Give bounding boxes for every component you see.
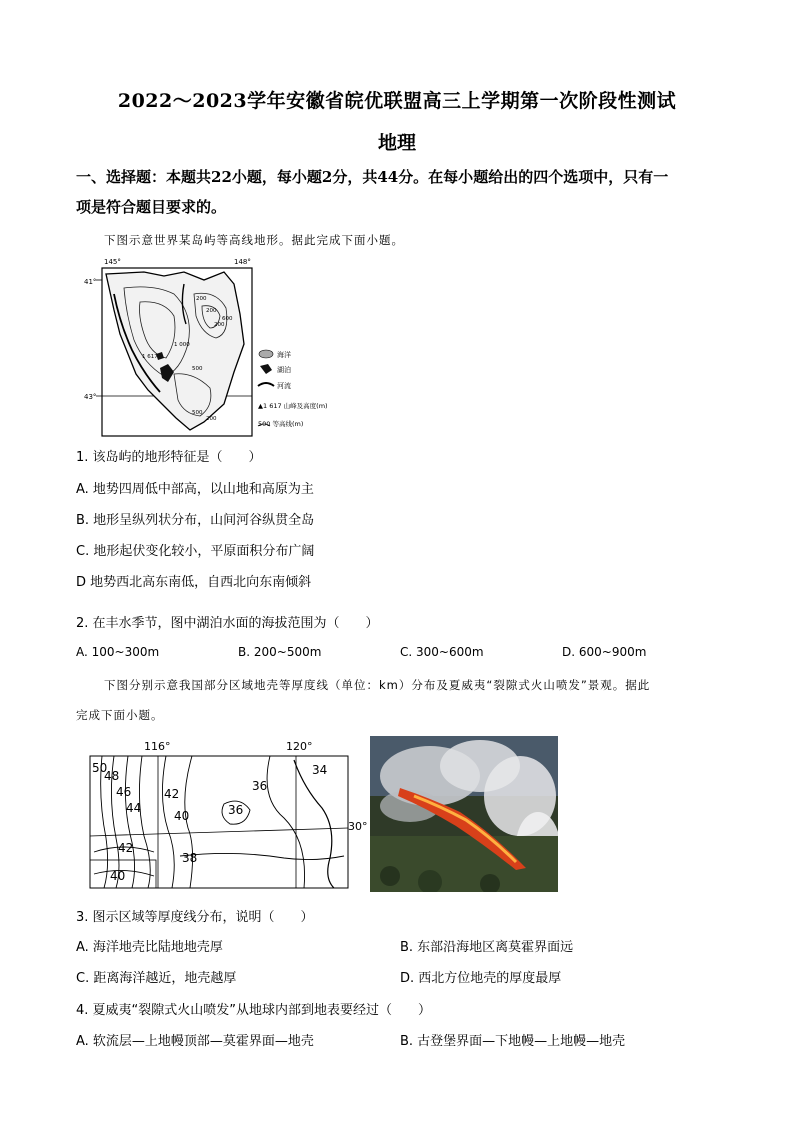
volcano-eruption-photo [370, 736, 558, 892]
subject-title: 地理 [377, 132, 416, 154]
contour-label: 200 [196, 296, 207, 302]
question-2-option-b[interactable]: B. 200~500m [238, 645, 322, 659]
question-4-stem: 4. 夏威夷“裂隙式火山喷发”从地球内部到地表要经过（ ） [76, 1003, 432, 1018]
isoline-label: 38 [182, 851, 198, 865]
isoline-label: 46 [116, 785, 132, 799]
contour-label: 200 [206, 308, 217, 314]
isoline-label: 40 [110, 869, 126, 883]
isoline-label: 44 [126, 801, 142, 815]
legend-item: 河流 [277, 382, 291, 390]
question-2-stem: 2. 在丰水季节，图中湖泊水面的海拔范围为（ ） [76, 616, 379, 631]
isoline-label: 42 [164, 787, 180, 801]
question-2-option-d[interactable]: D. 600~900m [562, 645, 647, 659]
question-1-option-d[interactable]: D 地势西北高东南低，自西北向东南倾斜 [76, 575, 312, 590]
question-2-option-a[interactable]: A. 100~300m [76, 645, 160, 659]
question-3-option-a[interactable]: A. 海洋地壳比陆地地壳厚 [76, 940, 223, 955]
legend-item: ▲1 617 山峰及高度(m) [258, 402, 328, 410]
isoline-label: 48 [104, 769, 120, 783]
isoline-label: 34 [312, 763, 328, 777]
lon-left-label: 145° [104, 258, 121, 266]
question-1-option-b[interactable]: B. 地形呈纵列状分布，山间河谷纵贯全岛 [76, 513, 315, 528]
legend-item: 500 等高线(m) [258, 420, 304, 428]
island-contour-map [84, 254, 354, 440]
section-heading-line2: 项是符合题目要求的。 [76, 198, 227, 216]
lat-bottom-label: 43° [84, 393, 97, 401]
question-4-option-a[interactable]: A. 软流层—上地幔顶部—莫霍界面—地壳 [76, 1034, 314, 1049]
question-4-option-b[interactable]: B. 古登堡界面—下地幔—上地幔—地壳 [400, 1034, 626, 1049]
isoline-label: 50 [92, 761, 108, 775]
question-1-option-a[interactable]: A. 地势四周低中部高，以山地和高原为主 [76, 482, 314, 497]
question-3-option-d[interactable]: D. 西北方位地壳的厚度最厚 [400, 971, 562, 986]
question-1-stem: 1. 该岛屿的地形特征是（ ） [76, 450, 262, 465]
question-3-stem: 3. 图示区域等厚度线分布，说明（ ） [76, 910, 314, 925]
question-1-option-c[interactable]: C. 地形起伏变化较小，平原面积分布广阔 [76, 544, 315, 559]
section-heading-line1: 一、选择题：本题共22小题，每小题2分，共44分。在每小题给出的四个选项中，只有一 [76, 168, 669, 186]
group2-intro-line1: 下图分别示意我国部分区域地壳等厚度线（单位：km）分布及夏威夷“裂隙式火山喷发”景观。据此 [104, 678, 651, 692]
lon1-label: 116° [144, 740, 171, 753]
isoline-label: 36 [228, 803, 244, 817]
lat-top-label: 41° [84, 278, 97, 286]
lat-label: 30° [348, 820, 368, 833]
question-3-option-c[interactable]: C. 距离海洋越近，地壳越厚 [76, 971, 237, 986]
question-2-option-c[interactable]: C. 300~600m [400, 645, 484, 659]
legend-item: 海洋 [277, 351, 291, 359]
contour-label: 500 [192, 366, 203, 372]
contour-label: 200 [214, 322, 225, 328]
page-title: 2022～2023学年安徽省皖优联盟高三上学期第一次阶段性测试 [117, 90, 677, 112]
section-heading [76, 162, 726, 222]
contour-label: 1 000 [174, 342, 190, 348]
isoline-label: 36 [252, 779, 268, 793]
group2-intro-line2: 完成下面小题。 [76, 708, 164, 722]
contour-label: 1 617 [142, 354, 158, 360]
contour-label: 500 [192, 410, 203, 416]
contour-label: 600 [222, 316, 233, 322]
crust-thickness-map [84, 738, 374, 896]
lon2-label: 120° [286, 740, 313, 753]
contour-label: 200 [206, 416, 217, 422]
ocean-legend-icon [259, 350, 273, 358]
lon-right-label: 148° [234, 258, 251, 266]
legend-item: 湖泊 [277, 366, 291, 374]
isoline-label: 40 [174, 809, 190, 823]
group1-intro: 下图示意世界某岛屿等高线地形。据此完成下面小题。 [104, 233, 404, 247]
question-3-option-b[interactable]: B. 东部沿海地区离莫霍界面远 [400, 940, 574, 955]
isoline-label: 42 [118, 841, 134, 855]
